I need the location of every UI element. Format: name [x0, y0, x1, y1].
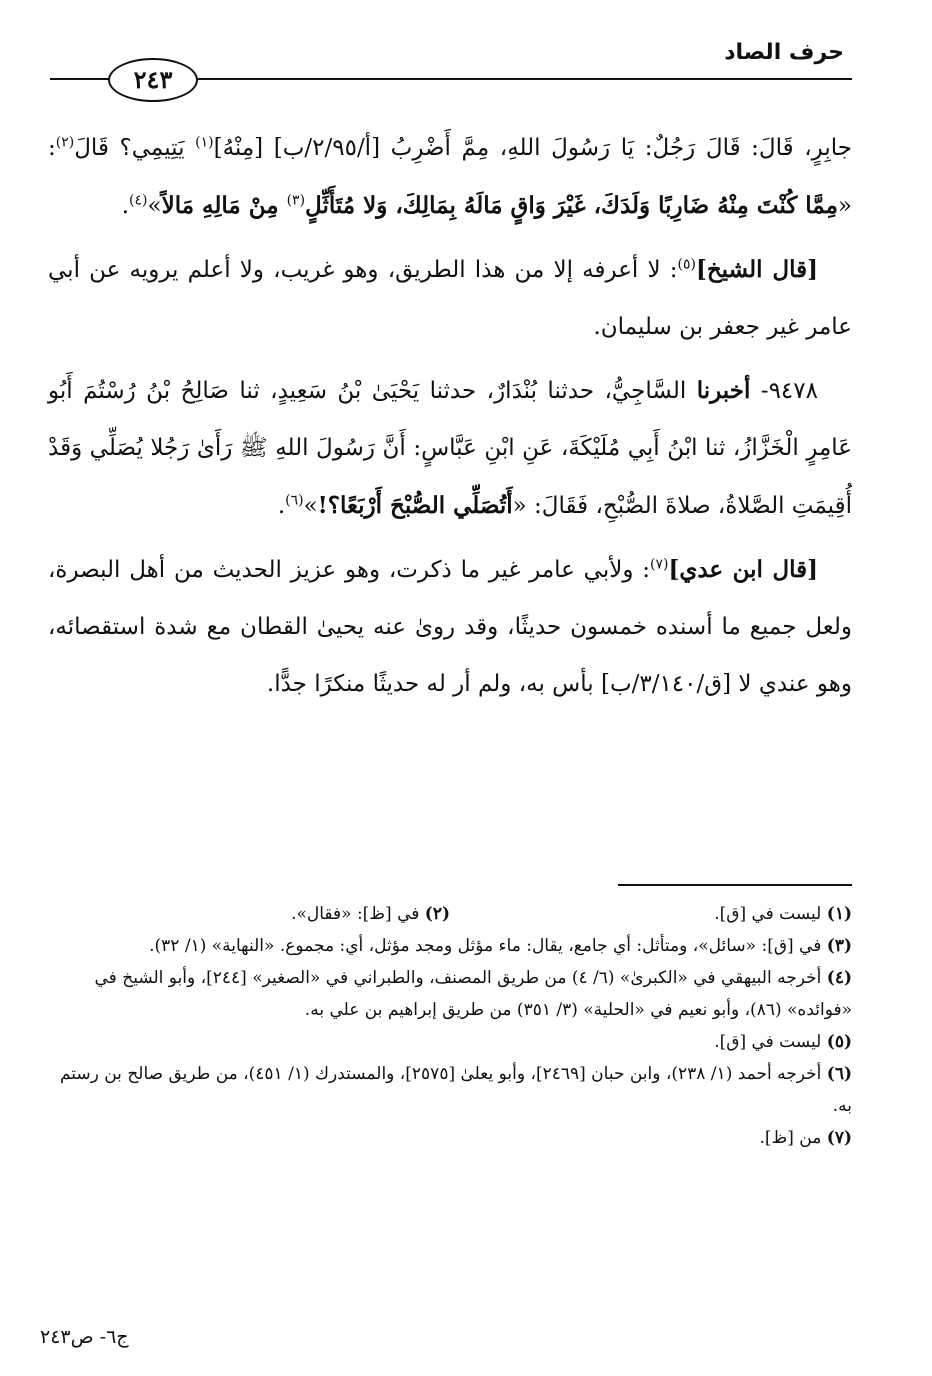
footnote-marker: (٤): [826, 968, 852, 988]
footnote-text: أخرجه أحمد (١/ ٢٣٨)، وابن حبان [٢٤٦٩]، وأبو يعلىٰ [٢٥٧٥]، والمستدرك (١/ ٤٥١)، من طريق صالح بن رستم به.: [59, 1064, 852, 1116]
footnote-ref-7: (٧): [650, 556, 669, 573]
footnote-ref-4: (٤): [129, 192, 148, 209]
footnote-marker: (٥): [826, 1032, 852, 1052]
p2-text: : لا أعرفه إلا من هذا الطريق، وهو غريب، ولا أعلم يرويه عن أبي عامر غير جعفر بن سليمان.: [48, 257, 852, 340]
footnote-text: في [ق]: «سائل»، ومتأثل: أي جامع، يقال: ماء مؤثل ومجد مؤثل، أي: مجموع. «النهاية» (١/ ٣٢).: [149, 936, 822, 956]
footnote-6: [48, 1058, 852, 1122]
footnote-ref-5: (٥): [677, 256, 696, 273]
footnote-marker: (١): [826, 904, 852, 924]
footnote-4: [48, 962, 852, 1026]
page-number-badge: ٢٤٣: [108, 58, 198, 102]
p3-text-c: .: [277, 493, 286, 519]
footnote-3: [48, 930, 852, 962]
main-text: [48, 120, 852, 719]
footnotes: [48, 898, 852, 1154]
p3-text-b: »: [303, 493, 318, 519]
footnote-marker: (٧): [826, 1128, 852, 1148]
chapter-title: حرف الصاد: [724, 40, 844, 65]
p1-text-b: يَتِيمِي؟ قَالَ: [74, 135, 196, 161]
footnote-7: [48, 1122, 852, 1154]
footnote-ref-6: (٦): [285, 492, 304, 509]
p4-speaker: [قال ابن عدي]: [668, 556, 819, 583]
hadith-number: ٩٤٧٨-: [750, 378, 818, 404]
footnote-row-1-2: [48, 898, 852, 930]
p4-text: : ولأبي عامر غير ما ذكرت، وهو عزيز الحديث من أهل البصرة، ولعل جميع ما أسنده خمسون حديثًا، وقد روىٰ عنه يحيىٰ القطان مع شدة استقصائه، وهو عندي لا [ق/٣/١٤٠/ب] بأس به، ولم أر له حديثًا منكرًا جدًّا.: [48, 557, 852, 697]
footnote-marker: (٣): [826, 936, 852, 956]
footnote-text: ليست في [ق].: [714, 904, 822, 924]
p1-hadith-text-b: مِنْ مَالِهِ مَالاً: [161, 192, 287, 219]
footnote-ref-2: (٢): [55, 134, 75, 151]
footnote-ref-3: (٣): [286, 192, 306, 209]
footnote-ref-1: (١): [195, 134, 214, 151]
footnote-text: أخرجه البيهقي في «الكبرىٰ» (٦/ ٤) من طريق المصنف، والطبراني في «الصغير» [٢٤٤]، وأبو الشيخ في «فوائده» (٨٦)، وأبو نعيم في «الحلية» (٣/ ٣٥١) من طريق إبراهيم بن علي به.: [94, 968, 852, 1020]
p1-hadith-text-a: مِمَّا كُنْتَ مِنْهُ ضَارِبًا وَلَدَكَ، غَيْرَ وَاقٍ مَالَهُ بِمَالِكَ، وَلا مُتَأَثِّلٍ: [305, 192, 838, 219]
p3-hadith-quote: أَتُصَلِّي الصُّبْحَ أَرْبَعًا؟!: [317, 492, 513, 519]
footnote-1: [450, 898, 852, 930]
p3-akhbarana: أخبرنا: [696, 377, 751, 404]
p1-text-d: »: [147, 193, 162, 219]
footnote-marker: (٢): [424, 904, 450, 924]
footnote-marker: (٦): [826, 1064, 852, 1084]
p2-speaker: [قال الشيخ]: [695, 256, 818, 283]
footnote-5: [48, 1026, 852, 1058]
p1-text-c: : «: [48, 135, 852, 219]
paragraph-4: [48, 541, 852, 713]
footnote-text: ليست في [ق].: [714, 1032, 822, 1052]
footnote-separator: [618, 884, 852, 886]
volume-page-reference: ج٦- ص٢٤٣: [40, 1326, 129, 1348]
p1-text-a: جابِرٍ، قَالَ: قَالَ رَجُلٌ: يَا رَسُولَ اللهِ، مِمَّ أَضْرِبُ [أ/٢/٩٥/ب] [مِنْهُ]: [213, 135, 853, 161]
paragraph-1: [48, 120, 852, 235]
footnote-text: من [ظ].: [759, 1128, 822, 1148]
paragraph-2: [48, 241, 852, 356]
paragraph-3: [48, 362, 852, 535]
p3-text-a: السَّاجِيُّ، حدثنا بُنْدَارٌ، حدثنا يَحْيَىٰ بْنُ سَعِيدٍ، ثنا صَالِحُ بْنُ رُسْتُمَ أَبُو عَامِرٍ الْخَزَّازُ، ثنا ابْنُ أَبِي مُلَيْكَةَ، عَنِ ابْنِ عَبَّاسٍ: أَنَّ رَسُولَ اللهِ ﷺ رَأَىٰ رَجُلا يُصَلِّي وَقَدْ أُقِيمَتِ الصَّلاةُ، صلاةَ الصُّبْحِ، فَقَالَ: «: [48, 378, 852, 519]
footnote-2: [48, 898, 450, 930]
footnote-text: في [ظ]: «فقال».: [291, 904, 420, 924]
p1-text-e: .: [121, 193, 130, 219]
